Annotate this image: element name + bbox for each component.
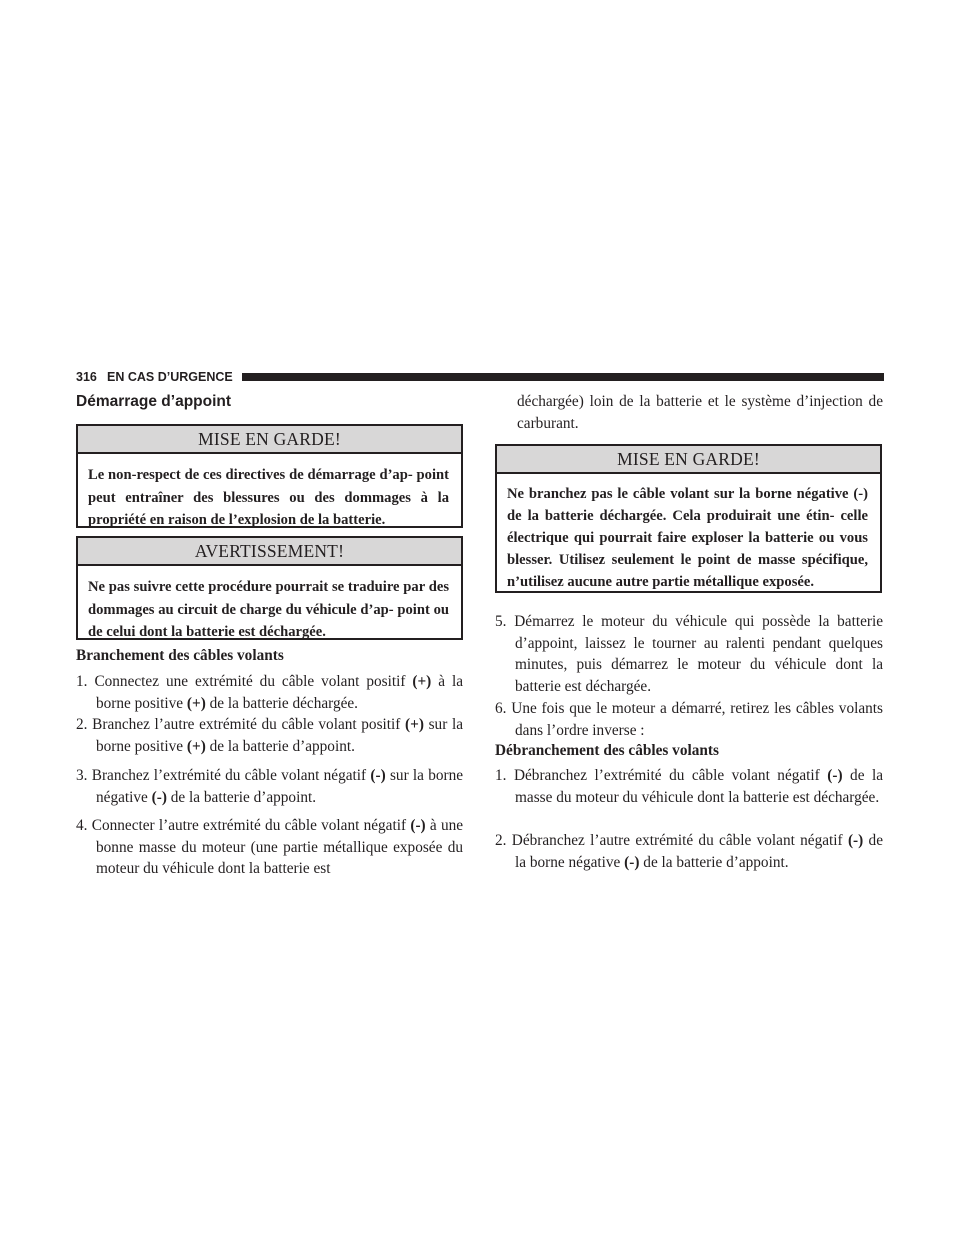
step-4-continuation: déchargée) loin de la batterie et le système d’injection de carburant. [517, 393, 883, 432]
caution-body: Le non-respect de ces directives de démarrage d’ap- point peut entraîner des blessures ou des dommages à la propriété en raison de l’explosion de la batterie. [88, 467, 449, 528]
connect-step-2: 2. Branchez l’autre extrémité du câble volant positif (+) sur la borne positive (+) de la batterie d’appoint. [76, 716, 463, 755]
step-5: 5. Démarrez le moteur du véhicule qui possède la batterie d’appoint, laissez le tourner au ralenti pendant quelques minutes, puis démarrez le moteur du véhicule dont la batterie est déchargée. [495, 613, 883, 695]
connect-step-4: 4. Connecter l’autre extrémité du câble volant négatif (-) à une bonne masse du moteur (une partie métallique exposée du moteur du véhicule dont la batterie est [76, 817, 464, 877]
step-6: 6. Une fois que le moteur a démarré, retirez les câbles volants dans l’ordre inverse : [495, 700, 883, 739]
warning-body: Ne pas suivre cette procédure pourrait se traduire par des dommages au circuit de charge du véhicule d’ap- point ou de celui dont la batterie est déchargée. [88, 579, 449, 640]
section-title: Démarrage d’appoint [76, 393, 232, 410]
caution-title: MISE EN GARDE! [78, 426, 461, 454]
warning-title: AVERTISSEMENT! [78, 538, 461, 566]
caution-body-2: Ne branchez pas le câble volant sur la borne négative (-) de la batterie déchargée. Cela produirait une étin- celle électrique qui pourrait faire exploser la batterie ou vous blesser. Utilisez seulement le point de masse spécifique, n’utilisez aucune autre partie métallique exposée. [507, 486, 868, 590]
disconnect-heading: Débranchement des câbles volants [495, 742, 719, 759]
chapter-title: EN CAS D’URGENCE [107, 370, 233, 384]
page-header [76, 369, 884, 387]
warning-box [76, 536, 463, 640]
connect-step-3: 3. Branchez l’extrémité du câble volant négatif (-) sur la borne négative (-) de la batterie d’appoint. [76, 767, 464, 806]
header-rule [242, 373, 884, 381]
caution-title-2: MISE EN GARDE! [497, 446, 880, 474]
disconnect-step-1: 1. Débranchez l’extrémité du câble volant négatif (-) de la masse du moteur du véhicule dont la batterie est déchargée. [495, 767, 884, 806]
disconnect-step-2: 2. Débranchez l’autre extrémité du câble volant négatif (-) de la borne négative (-) de la batterie d’appoint. [495, 832, 883, 871]
connect-heading: Branchement des câbles volants [76, 647, 284, 664]
caution-box-1 [76, 424, 463, 528]
caution-box-2 [495, 444, 882, 593]
page-number: 316 [76, 370, 97, 384]
connect-step-1: 1. Connectez une extrémité du câble volant positif (+) à la borne positive (+) de la batterie déchargée. [76, 673, 464, 712]
